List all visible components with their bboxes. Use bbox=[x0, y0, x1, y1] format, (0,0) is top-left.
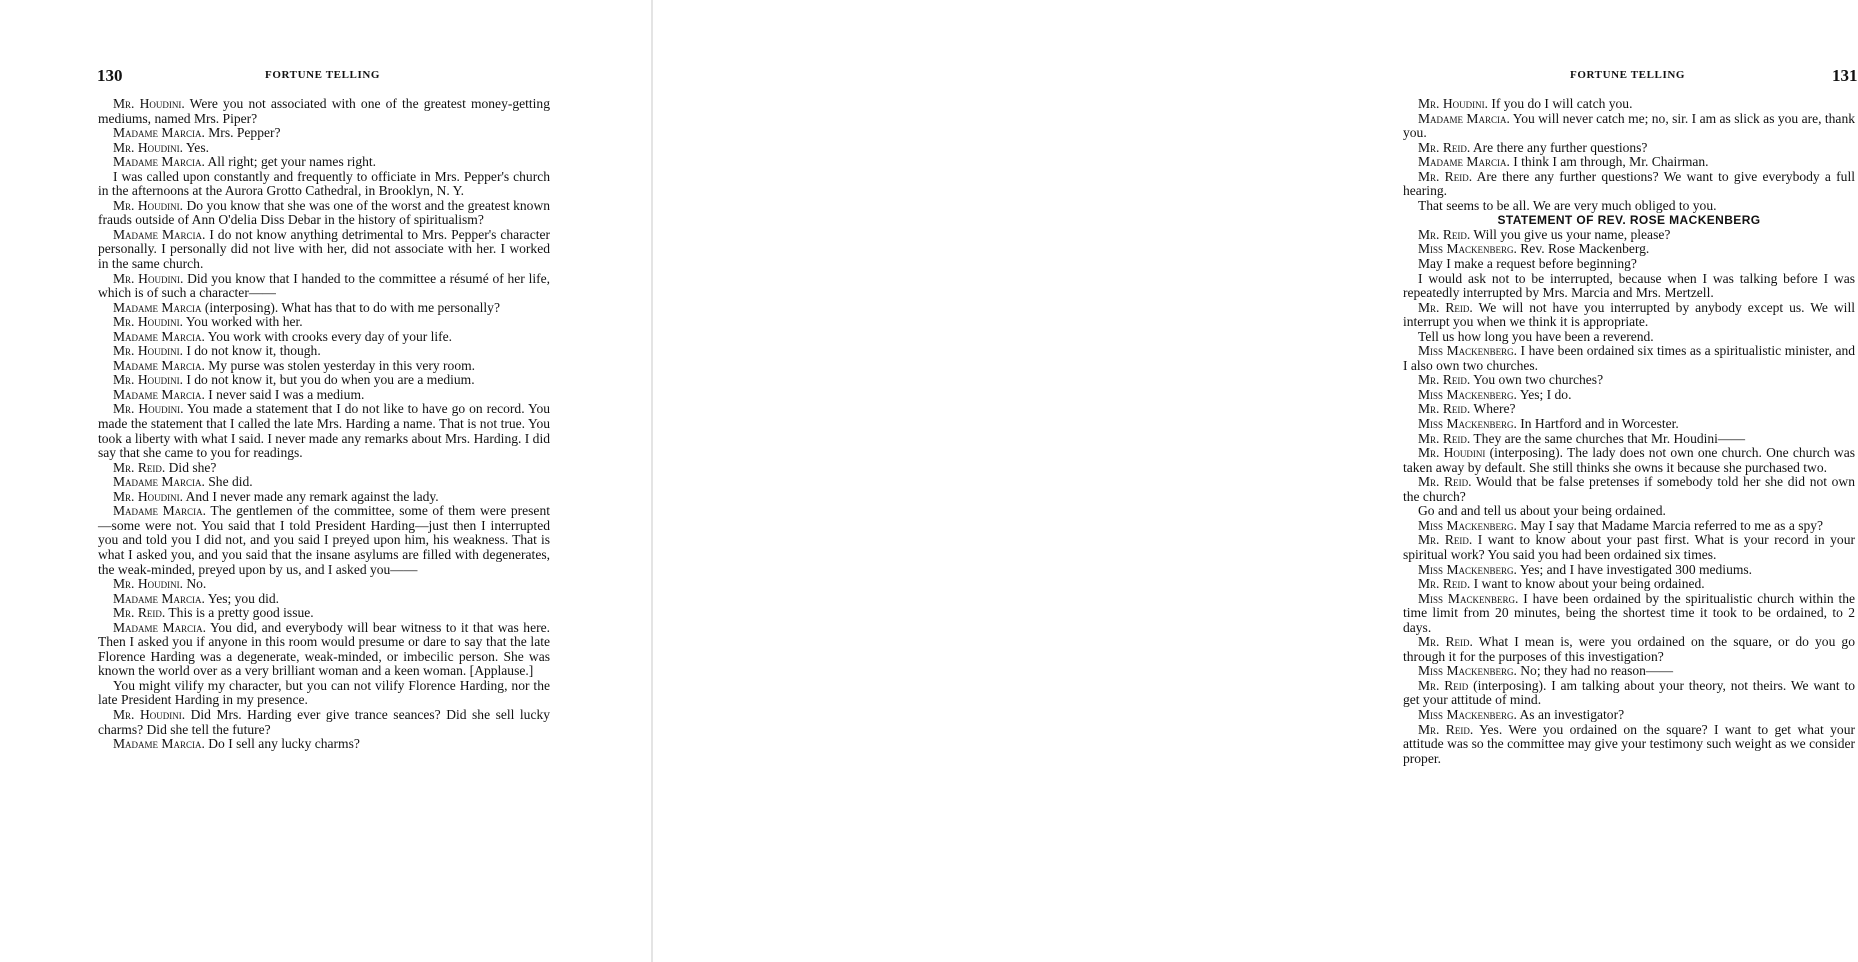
paragraph-text: I think I am through, Mr. Chairman. bbox=[1513, 154, 1709, 170]
paragraph-text: Will you give us your name, please? bbox=[1473, 226, 1671, 242]
speaker-name: Madame Marcia. bbox=[113, 328, 205, 344]
paragraph bbox=[1403, 446, 1855, 475]
paragraph bbox=[98, 359, 550, 374]
speaker-name: Mr. Houdini. bbox=[113, 197, 184, 213]
paragraph bbox=[1403, 577, 1855, 592]
paragraph bbox=[98, 141, 550, 156]
speaker-name: Miss Mackenberg. bbox=[1418, 706, 1517, 722]
paragraph-text: We will not have you interrupted by anybody except us. We will interrupt you when we think it is appropriate. bbox=[1403, 299, 1855, 330]
paragraph-text: Rev. Rose Mackenberg. bbox=[1520, 241, 1650, 257]
paragraph-text: As an investigator? bbox=[1519, 706, 1625, 722]
speaker-name: Mr. Reid. bbox=[1418, 634, 1473, 650]
section-heading: STATEMENT OF REV. ROSE MACKENBERG bbox=[1497, 213, 1761, 228]
speaker-name: Miss Mackenberg. bbox=[1418, 561, 1517, 577]
paragraph bbox=[98, 490, 550, 505]
speaker-name: Miss Mackenberg. bbox=[1418, 343, 1518, 359]
paragraph-text: You will never catch me; no, sir. I am as slick as you are, thank you. bbox=[1403, 110, 1855, 141]
paragraph bbox=[98, 388, 550, 403]
page-gutter bbox=[651, 0, 653, 962]
speaker-name: Mr. Houdini bbox=[1418, 445, 1486, 461]
paragraph bbox=[98, 621, 550, 679]
paragraph-text: You work with crooks every day of your life. bbox=[207, 328, 453, 344]
speaker-name: Mr. Reid. bbox=[113, 459, 166, 475]
paragraph bbox=[1403, 679, 1855, 708]
paragraph bbox=[98, 155, 550, 170]
paragraph bbox=[98, 679, 550, 708]
paragraph-text: I have been ordained six times as a spiritualistic minister, and I also own two churches. bbox=[1403, 343, 1856, 373]
paragraph-text: You might vilify my character, but you can not vilify Florence Harding, nor the late President Harding in my presence. bbox=[98, 677, 550, 708]
speaker-name: Mr. Houdini. bbox=[113, 576, 183, 592]
speaker-name: Miss Mackenberg. bbox=[1418, 416, 1517, 432]
paragraph bbox=[1403, 504, 1855, 519]
paragraph bbox=[98, 272, 550, 301]
speaker-name: Miss Mackenberg. bbox=[1418, 590, 1519, 606]
speaker-name: Madame Marcia. bbox=[113, 474, 205, 490]
paragraph bbox=[98, 592, 550, 607]
speaker-name: Mr. Houdini. bbox=[113, 343, 183, 359]
paragraph bbox=[1403, 708, 1855, 723]
paragraph-text: I do not know anything detrimental to Mrs. Pepper's character personally. I personally did not live with her, did not associate with her. I worked in the same church. bbox=[98, 226, 550, 272]
paragraph bbox=[1403, 533, 1855, 562]
paragraph bbox=[1403, 475, 1855, 504]
paragraph bbox=[1403, 170, 1855, 199]
paragraph bbox=[1403, 402, 1855, 417]
speaker-name: Madame Marcia. bbox=[113, 736, 205, 752]
paragraph bbox=[1403, 199, 1855, 214]
paragraph-text: She did. bbox=[208, 474, 253, 490]
paragraph bbox=[1403, 563, 1855, 578]
paragraph-text: Yes; you did. bbox=[207, 590, 280, 606]
paragraph-text: Tell us how long you have been a reverend. bbox=[1418, 328, 1654, 344]
speaker-name: Mr. Reid. bbox=[113, 605, 166, 621]
paragraph-text: In Hartford and in Worcester. bbox=[1520, 416, 1679, 432]
speaker-name: Mr. Reid. bbox=[1418, 474, 1472, 490]
speaker-name: Mr. Houdini. bbox=[113, 401, 184, 417]
paragraph-text: Do you know that she was one of the worst and the greatest known frauds outside of Ann O'delia Diss Debar in the history of spiritualism? bbox=[98, 197, 551, 228]
paragraph bbox=[98, 330, 550, 345]
speaker-name: Mr. Houdini. bbox=[1418, 96, 1488, 111]
paragraph-text: Yes; and I have investigated 300 mediums. bbox=[1519, 561, 1753, 577]
paragraph-group bbox=[1403, 97, 1855, 213]
paragraph-text: Did Mrs. Harding ever give trance seances? Did she sell lucky charms? Did she tell the future? bbox=[98, 706, 551, 737]
paragraph-text: Did you know that I handed to the committee a résumé of her life, which is of such a character—— bbox=[98, 270, 551, 301]
paragraph-text: May I make a request before beginning? bbox=[1418, 256, 1637, 272]
paragraph bbox=[98, 606, 550, 621]
paragraph-text: Yes. bbox=[185, 139, 209, 155]
speaker-name: Mr. Reid. bbox=[1418, 139, 1471, 155]
paragraph bbox=[98, 504, 550, 577]
speaker-name: Mr. Houdini. bbox=[113, 488, 183, 504]
speaker-name: Mr. Houdini. bbox=[113, 314, 183, 330]
paragraph-text: Yes. Were you ordained on the square? I want to get what your attitude was so the committee may give your testimony such weight as we consider proper. bbox=[1403, 721, 1855, 766]
speaker-name: Madame Marcia. bbox=[1418, 154, 1510, 170]
paragraph bbox=[1403, 592, 1855, 636]
paragraph-text: May I say that Madame Marcia referred to me as a spy? bbox=[1520, 517, 1824, 533]
speaker-name: Mr. Reid. bbox=[1418, 168, 1473, 184]
speaker-name: Mr. Reid. bbox=[1418, 721, 1474, 737]
speaker-name: Madame Marcia. bbox=[1418, 110, 1510, 126]
paragraph bbox=[1403, 155, 1855, 170]
paragraph-text: I want to know about your being ordained. bbox=[1473, 576, 1705, 592]
paragraph bbox=[98, 344, 550, 359]
paragraph bbox=[1403, 257, 1855, 272]
paragraph-text: I do not know it, though. bbox=[186, 343, 321, 359]
paragraph-text: Are there any further questions? bbox=[1472, 139, 1648, 155]
paragraph bbox=[1403, 112, 1855, 141]
paragraph-text: Where? bbox=[1473, 401, 1516, 417]
paragraph-text: Would that be false pretenses if somebody told her she did not own the church? bbox=[1403, 474, 1855, 504]
paragraph bbox=[1403, 373, 1855, 388]
paragraph-text: Yes; I do. bbox=[1519, 386, 1572, 402]
page-body bbox=[1403, 97, 1855, 766]
page-body bbox=[98, 97, 550, 752]
paragraph-text: My purse was stolen yesterday in this very room. bbox=[208, 357, 476, 373]
paragraph bbox=[98, 461, 550, 476]
speaker-name: Miss Mackenberg. bbox=[1418, 241, 1517, 257]
paragraph bbox=[1403, 344, 1855, 373]
paragraph bbox=[1403, 417, 1855, 432]
page-number: 130 bbox=[97, 66, 123, 85]
paragraph-text: Are there any further questions? We want to give everybody a full hearing. bbox=[1403, 168, 1855, 199]
paragraph bbox=[1403, 272, 1855, 301]
paragraph bbox=[98, 301, 550, 316]
speaker-name: Mr. Reid bbox=[1418, 677, 1469, 693]
speaker-name: Madame Marcia bbox=[113, 299, 202, 315]
paragraph bbox=[1403, 228, 1855, 243]
paragraph-text: All right; get your names right. bbox=[207, 154, 377, 170]
paragraph-text: The gentlemen of the committee, some of them were present—some were not. You said that I told President Harding—just then I interrupted you and told you I did not, and you said I preyed upon him, his weakness. That is what I asked you, and you said that the insane asylums are filled with degenerates, the weak-minded, preyed upon by us, and I asked you—— bbox=[98, 503, 550, 577]
speaker-name: Madame Marcia. bbox=[113, 125, 205, 141]
paragraph-text: Did she? bbox=[168, 459, 217, 475]
paragraph-text: What I mean is, were you ordained on the square, or do you go through it for the purposes of this investigation? bbox=[1403, 634, 1855, 664]
paragraph-text: (interposing). The lady does not own one church. One church was taken away by default. She still thinks she owns it because she purchased two. bbox=[1403, 445, 1855, 475]
page-number: 131 bbox=[1832, 66, 1858, 85]
paragraph-text: Were you not associated with one of the greatest money-getting mediums, named Mrs. Piper? bbox=[98, 96, 550, 126]
paragraph-text: You did, and everybody will bear witness to it that was here. Then I asked you if anyone in this room would presume or dare to say that the late Florence Harding was a degenerate, weak-minded, or imbecilic person. She was known the world over as a very brilliant woman and a keen woman. [Applause.] bbox=[98, 619, 550, 679]
speaker-name: Mr. Houdini. bbox=[113, 706, 186, 722]
speaker-name: Miss Mackenberg. bbox=[1418, 386, 1517, 402]
speaker-name: Madame Marcia. bbox=[113, 619, 206, 635]
paragraph bbox=[98, 126, 550, 141]
paragraph-text: They are the same churches that Mr. Houdini—— bbox=[1473, 430, 1746, 446]
paragraph-text: I would ask not to be interrupted, because when I was talking before I was repeatedly interrupted by Mrs. Marcia and Mrs. Mertzell. bbox=[1403, 270, 1855, 301]
speaker-name: Madame Marcia. bbox=[113, 386, 205, 402]
paragraph bbox=[1403, 664, 1855, 679]
paragraph-text: I want to know about your past first. What is your record in your spiritual work? You said you had been ordained six times. bbox=[1403, 532, 1855, 562]
paragraph-text: And I never made any remark against the lady. bbox=[185, 488, 439, 504]
speaker-name: Madame Marcia. bbox=[113, 226, 206, 242]
paragraph bbox=[98, 170, 550, 199]
paragraph-text: I do not know it, but you do when you are a medium. bbox=[186, 372, 475, 388]
paragraph-text: I have been ordained by the spiritualistic church within the time limit from 20 minutes, being the shortest time it took to be ordained, to 2 days. bbox=[1403, 590, 1856, 635]
speaker-name: Miss Mackenberg. bbox=[1418, 663, 1517, 679]
paragraph bbox=[98, 315, 550, 330]
paragraph bbox=[1403, 242, 1855, 257]
paragraph bbox=[1403, 330, 1855, 345]
paragraph bbox=[98, 97, 550, 126]
speaker-name: Mr. Reid. bbox=[1418, 532, 1473, 548]
paragraph bbox=[98, 373, 550, 388]
paragraph bbox=[1403, 519, 1855, 534]
speaker-name: Mr. Reid. bbox=[1418, 372, 1471, 388]
speaker-name: Mr. Houdini. bbox=[113, 372, 183, 388]
speaker-name: Madame Marcia. bbox=[113, 590, 205, 606]
paragraph bbox=[1403, 97, 1855, 112]
paragraph bbox=[1403, 301, 1855, 330]
speaker-name: Madame Marcia. bbox=[113, 154, 205, 170]
paragraph-group bbox=[1403, 228, 1855, 766]
paragraph-text: I never said I was a medium. bbox=[208, 386, 365, 402]
paragraph-text: That seems to be all. We are very much obliged to you. bbox=[1418, 197, 1717, 213]
paragraph bbox=[98, 737, 550, 752]
paragraph-text: No. bbox=[186, 576, 207, 592]
speaker-name: Mr. Reid. bbox=[1418, 299, 1473, 315]
speaker-name: Madame Marcia. bbox=[113, 357, 205, 373]
left-page bbox=[0, 0, 651, 962]
running-head: FORTUNE TELLING bbox=[1570, 69, 1686, 81]
paragraph bbox=[98, 228, 550, 272]
paragraph bbox=[98, 475, 550, 490]
paragraph bbox=[1403, 388, 1855, 403]
running-head: FORTUNE TELLING bbox=[265, 69, 381, 81]
speaker-name: Mr. Houdini. bbox=[113, 270, 184, 286]
paragraph-text: This is a pretty good issue. bbox=[168, 605, 314, 621]
speaker-name: Mr. Houdini. bbox=[113, 139, 183, 155]
speaker-name: Mr. Reid. bbox=[1418, 430, 1471, 446]
paragraph-text: You worked with her. bbox=[185, 314, 303, 330]
paragraph bbox=[98, 708, 550, 737]
paragraph-text: If you do I will catch you. bbox=[1491, 96, 1633, 111]
speaker-name: Mr. Reid. bbox=[1418, 226, 1471, 242]
paragraph-text: No; they had no reason—— bbox=[1520, 663, 1674, 679]
paragraph-text: Mrs. Pepper? bbox=[208, 125, 281, 141]
paragraph bbox=[98, 402, 550, 460]
paragraph-text: Go and and tell us about your being ordained. bbox=[1418, 503, 1666, 519]
speaker-name: Mr. Houdini. bbox=[113, 96, 185, 111]
paragraph-text: You made a statement that I do not like to have go on record. You made the statement that I called the late Mrs. Harding a name. That is not true. You took a liberty with what I said. I never made any remarks about Mrs. Harding. I did say that she came to you for readings. bbox=[98, 401, 550, 461]
speaker-name: Mr. Reid. bbox=[1418, 401, 1471, 417]
paragraph bbox=[98, 199, 550, 228]
paragraph bbox=[98, 577, 550, 592]
speaker-name: Miss Mackenberg. bbox=[1418, 517, 1517, 533]
paragraph-text: (interposing). I am talking about your theory, not theirs. We want to get your attitude of mind. bbox=[1403, 677, 1855, 708]
speaker-name: Madame Marcia. bbox=[113, 503, 207, 519]
paragraph-text: You own two churches? bbox=[1473, 372, 1604, 388]
paragraph bbox=[1403, 635, 1855, 664]
paragraph bbox=[1403, 141, 1855, 156]
paragraph-text: (interposing). What has that to do with me personally? bbox=[204, 299, 500, 315]
right-page bbox=[651, 0, 1858, 962]
paragraph bbox=[1403, 723, 1855, 767]
paragraph bbox=[1403, 432, 1855, 447]
paragraph-text: I was called upon constantly and frequently to officiate in Mrs. Pepper's church in the afternoons at the Aurora Grotto Cathedral, in Brooklyn, N. Y. bbox=[98, 168, 550, 199]
speaker-name: Mr. Reid. bbox=[1418, 576, 1471, 592]
paragraph-text: Do I sell any lucky charms? bbox=[208, 736, 360, 752]
